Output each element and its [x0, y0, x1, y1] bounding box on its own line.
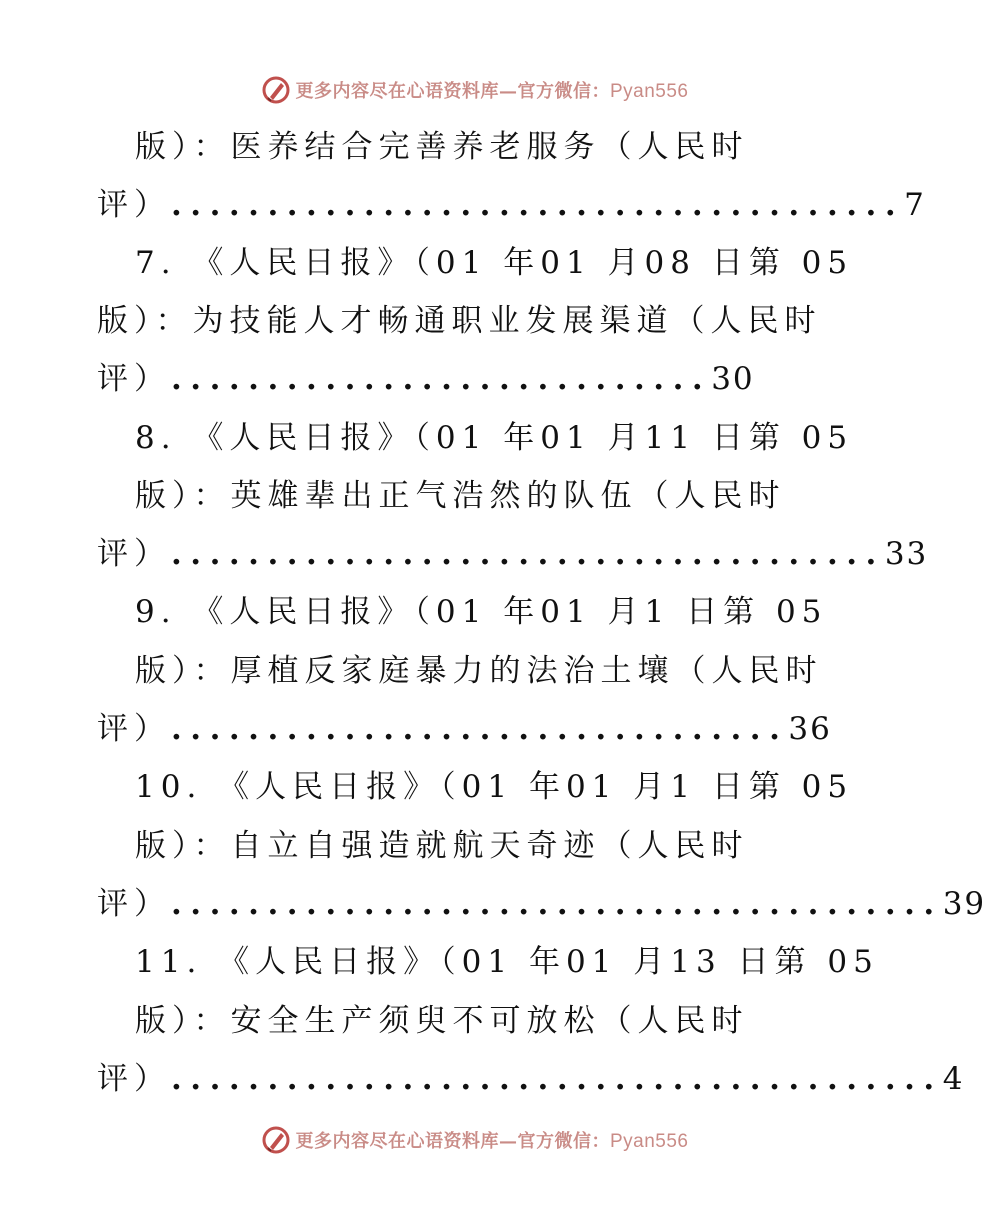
toc-entry-title: 9. 《人民日报》（01 年01 月1 日第 05 — [135, 594, 828, 630]
toc-line: 评）........................................39 — [97, 886, 986, 922]
toc-line: 版）：厚植反家庭暴力的法治土壤（人民时 — [135, 653, 823, 689]
toc-line: 版）：医养结合完善养老服务（人民时 — [135, 129, 749, 165]
toc-page-number: 7 — [904, 187, 926, 223]
watermark-text: 更多内容尽在心语资料库—官方微信：Pyan556 — [295, 81, 689, 102]
toc-entry-title: 10. 《人民日报》（01 年01 月1 日第 05 — [135, 769, 854, 805]
pen-logo-icon — [261, 1125, 291, 1155]
toc-page-number: 39 — [942, 886, 986, 922]
toc-line: 评）.....................................33 — [97, 536, 929, 572]
toc-line: 评）........................................4 — [97, 1061, 965, 1097]
toc-entry-title: 8. 《人民日报》（01 年01 月11 日第 05 — [135, 420, 854, 456]
toc-line: 评）......................................7 — [97, 187, 926, 223]
toc-leader-dots: ..................................... — [171, 536, 885, 572]
toc-leader-dots: ........................................ — [171, 1061, 943, 1097]
toc-line: 版）：英雄辈出正气浩然的队伍（人民时 — [135, 478, 786, 514]
wechat-id: Pyan556 — [609, 1131, 689, 1152]
toc-page-number: 30 — [711, 361, 755, 397]
toc-page-number: 36 — [788, 711, 832, 747]
toc-line: 版）：安全生产须臾不可放松（人民时 — [135, 1003, 749, 1039]
toc-page-number: 4 — [942, 1061, 965, 1097]
toc-entry-title: 11. 《人民日报》（01 年01 月13 日第 05 — [135, 944, 879, 980]
toc-line: 评）............................30 — [97, 361, 755, 397]
toc-page-number: 33 — [884, 536, 929, 572]
watermark-text: 更多内容尽在心语资料库—官方微信：Pyan556 — [295, 1131, 689, 1152]
toc-leader-dots: ............................ — [171, 361, 712, 397]
footer-watermark — [0, 1120, 950, 1160]
toc-line: 版）：自立自强造就航天奇迹（人民时 — [135, 828, 749, 864]
wechat-id: Pyan556 — [609, 81, 689, 102]
toc-entry-title: 7. 《人民日报》（01 年01 月08 日第 05 — [135, 245, 854, 281]
toc-leader-dots: ...................................... — [171, 187, 905, 223]
toc-leader-dots: ........................................ — [171, 886, 943, 922]
toc-leader-dots: ................................ — [171, 711, 789, 747]
toc-line: 版）：为技能人才畅通职业发展渠道（人民时 — [97, 303, 822, 339]
toc-line: 评）................................36 — [97, 711, 832, 747]
